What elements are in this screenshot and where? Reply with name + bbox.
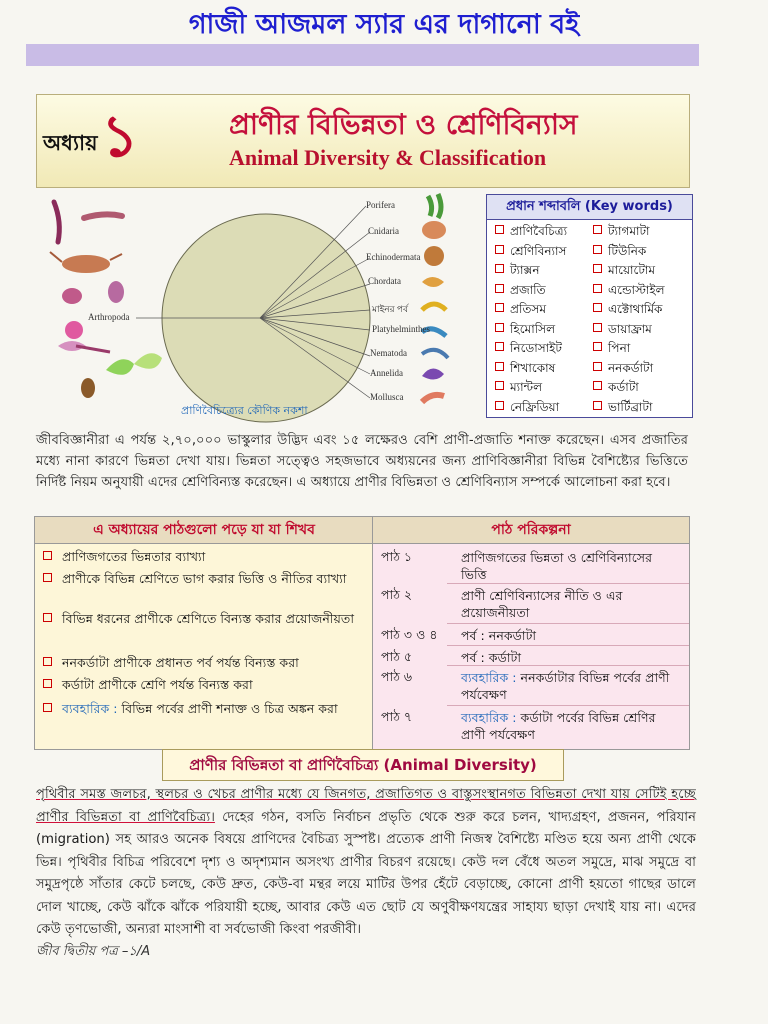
diversity-pie-figure: [36, 190, 484, 430]
checkbox-icon: [495, 323, 504, 332]
keyword-item: শ্রেণিবিন্যাস: [495, 243, 566, 263]
keyword-item: কর্ডাটা: [593, 379, 639, 399]
lesson-number: পাঠ ৭: [381, 709, 413, 724]
checkbox-icon: [43, 573, 52, 582]
checkbox-icon: [593, 245, 602, 254]
phylum-label: মাইনর পর্ব: [372, 304, 408, 314]
arthropoda-label: Arthropoda: [88, 312, 130, 322]
lesson-topic: ব্যবহারিক : ননকর্ডাটার বিভিন্ন পর্বের প্রাণী পর্যবেক্ষণ: [461, 670, 670, 702]
keyword-item: এন্ডোস্টাইল: [593, 282, 665, 302]
keyword-item: প্রতিসম: [495, 301, 546, 321]
phylum-label: Annelida: [370, 368, 403, 378]
checkbox-icon: [593, 342, 602, 351]
keyword-item: ভার্টিব্রাটা: [593, 399, 652, 419]
lesson-number: পাঠ ৩ ও ৪: [381, 627, 438, 642]
keyword-item: নেফ্রিডিয়া: [495, 399, 559, 419]
checkbox-icon: [593, 323, 602, 332]
chapter-title-english: Animal Diversity & Classification: [229, 145, 547, 170]
checkbox-icon: [593, 225, 602, 234]
chapter-number: ১: [101, 102, 139, 170]
checkbox-icon: [495, 225, 504, 234]
checkbox-icon: [495, 362, 504, 371]
figure-caption: প্রাণিবৈচিত্র্যের কৌণিক নকশা: [181, 404, 308, 417]
checkbox-icon: [495, 284, 504, 293]
row-divider: [447, 583, 689, 584]
lesson-topic: পর্ব : কর্ডাটা: [461, 650, 522, 665]
phylum-label: Echinodermata: [366, 252, 421, 262]
checkbox-icon: [593, 401, 602, 410]
checkbox-icon: [593, 284, 602, 293]
highlighted-definition: পৃথিবীর সমস্ত জলচর, স্থলচর ও খেচর প্রাণীর মধ্যে যে জিনগত, প্রজাতিগত ও বাস্তুসংস্থানগত বিভিন্নতা দেখা যায় সেটিই হচ্ছে প্রাণীর বিভিন্নতা বা প্রাণিবৈচিত্র্য।: [36, 787, 696, 825]
phylum-label: Porifera: [366, 200, 395, 210]
decorative-band: [26, 44, 699, 66]
arthropod-icons: [50, 202, 162, 398]
lesson-number: পাঠ ১: [381, 549, 413, 564]
checkbox-icon: [495, 381, 504, 390]
learning-outcomes-header: এ অধ্যায়ের পাঠগুলো পড়ে যা যা শিখব: [35, 517, 373, 544]
page-footer: জীব দ্বিতীয় পত্র –১/A: [36, 944, 151, 959]
phylum-label: Chordata: [368, 276, 401, 286]
keyword-item: ডায়াফ্রাম: [593, 321, 652, 341]
chapter-banner: [36, 94, 690, 188]
checkbox-icon: [495, 401, 504, 410]
learning-item: প্রাণিজগতের ভিন্নতার ব্যাখ্যা: [43, 547, 363, 566]
keyword-item: এক্টোথার্মিক: [593, 301, 662, 321]
learning-item: কর্ডাটা প্রাণীকে শ্রেণি পর্যন্ত বিন্যস্ত করা: [43, 675, 363, 694]
lesson-number: পাঠ ৬: [381, 669, 413, 684]
checkbox-icon: [593, 303, 602, 312]
lesson-topic: পর্ব : ননকর্ডাটা: [461, 628, 537, 643]
row-divider: [447, 665, 689, 666]
body-text: দেহের গঠন, বসতি নির্বাচন প্রভৃতি থেকে শুরু করে চলন, খাদ্যগ্রহণ, প্রজনন, পরিযান (migration) সহ আরও অনেক বিষয়ে প্রাণিদের বৈচিত্র্য সুস্পষ্ট। প্রত্যেক প্রাণী নিজস্ব বৈশিষ্ট্যে মণ্ডিত হয়ে অন্য প্রাণী থেকে ভিন্ন। পৃথিবীর বিচিত্র পরিবেশে দৃশ্য ও অদৃশ্যমান অসংখ্য প্রাণীর বিচরণ রয়েছে। কেউ দল বেঁধে অতল সমুদ্রে, মাঝ সমুদ্রে বা সমুদ্রপৃষ্ঠে সাঁতার কেটে চলছে, কেউ দ্রুত, কেউ-বা মন্থর লয়ে মাটির উপর হেঁটে বেড়াচ্ছে, কোনো প্রাণী হয়তো গাছের ডালে দোল খাচ্ছে, কেউ ঝাঁকে ঝাঁকে পরিযায়ী হচ্ছে, আবার কেউ এত ছোট যে অণুবীক্ষণযন্ত্রের সাহায্য ছাড়া দেখাই যায় না। এদের কেউ তৃণভোজী, অন্যরা মাংসাশী বা সর্বভোজী কিংবা পরজীবী।: [36, 809, 697, 937]
checkbox-icon: [593, 264, 602, 273]
keyword-item: নিডোসাইট: [495, 340, 562, 360]
keyword-item: টিউনিক: [593, 243, 646, 263]
keyword-item: ট্যাগমাটা: [593, 223, 650, 243]
keyword-item: মায়োটোম: [593, 262, 655, 282]
lesson-topic: প্রাণিজগতের ভিন্নতা ও শ্রেণিবিন্যাসের ভিত্তি: [461, 550, 653, 582]
keyword-item: হিমোসিল: [495, 321, 555, 341]
learning-outcomes-column: [34, 516, 374, 750]
intro-paragraph: জীববিজ্ঞানীরা এ পর্যন্ত ২,৭০,০০০ ভাস্কুলার উদ্ভিদ এবং ১৫ লক্ষেরও বেশি প্রাণী-প্রজাতি শনাক্ত করেছেন। এসব প্রজাতির মধ্যে নানা কারণে ভিন্নতা দেখা যায়। ভিন্নতা সত্ত্বেও সহজভাবে অধ্যয়নের জন্য প্রাণিবিজ্ঞানীরা বিভিন্ন বৈশিষ্ট্যের ভিত্তিতে নির্দিষ্ট নিয়ম অনুযায়ী এদের শ্রেণিবিন্যস্ত করেছেন। এ অধ্যায়ে প্রাণীর বিভিন্নতা ও শ্রেণিবিন্যাস সম্পর্কে আলোচনা করা হবে।: [36, 433, 688, 490]
checkbox-icon: [43, 551, 52, 560]
checkbox-icon: [43, 679, 52, 688]
learning-item: ননকর্ডাটা প্রাণীকে প্রধানত পর্ব পর্যন্ত বিন্যস্ত করা: [43, 653, 363, 672]
learning-item: বিভিন্ন ধরনের প্রাণীকে শ্রেণিতে বিন্যস্ত করার প্রয়োজনীয়তা: [43, 609, 363, 628]
page-top-heading: গাজী আজমল স্যার এর দাগানো বই: [188, 9, 580, 40]
checkbox-icon: [495, 264, 504, 273]
lesson-plan-header: পাঠ পরিকল্পনা: [373, 517, 689, 544]
checkbox-icon: [43, 613, 52, 622]
lesson-number: পাঠ ৫: [381, 649, 413, 664]
phylum-label: Platyhelminthes: [372, 324, 430, 334]
checkbox-icon: [593, 381, 602, 390]
phylum-label: Cnidaria: [368, 226, 399, 236]
row-divider: [447, 705, 689, 706]
keyword-item: প্রজাতি: [495, 282, 546, 302]
checkbox-icon: [495, 342, 504, 351]
keyword-item: প্রাণিবৈচিত্র্য: [495, 223, 567, 243]
lesson-number: পাঠ ২: [381, 587, 413, 602]
diversity-illustration: [36, 190, 484, 430]
learning-item-practical: ব্যবহারিক : বিভিন্ন পর্বের প্রাণী শনাক্ত ও চিত্র অঙ্কন করা: [43, 699, 363, 718]
body-paragraph: [36, 784, 696, 942]
phylum-icons: [422, 194, 448, 402]
checkbox-icon: [43, 657, 52, 666]
checkbox-icon: [495, 303, 504, 312]
lesson-topic: প্রাণী শ্রেণিবিন্যাসের নীতি ও এর প্রয়োজনীয়তা: [461, 588, 623, 620]
row-divider: [447, 645, 689, 646]
phylum-label: Mollusca: [370, 392, 404, 402]
chapter-word: অধ্যায়: [43, 131, 98, 155]
keyword-item: ম্যান্টল: [495, 379, 542, 399]
learning-item: প্রাণীকে বিভিন্ন শ্রেণিতে ভাগ করার ভিত্তি ও নীতির ব্যাখ্যা: [43, 569, 363, 588]
keyword-item: ট্যাক্সন: [495, 262, 539, 282]
keywords-title: প্রধান শব্দাবলি (Key words): [487, 195, 692, 220]
keyword-item: শিখাকোষ: [495, 360, 555, 380]
checkbox-icon: [593, 362, 602, 371]
lesson-plan-column: [372, 516, 690, 750]
chapter-title-bengali: প্রাণীর বিভিন্নতা ও শ্রেণিবিন্যাস: [229, 108, 578, 141]
checkbox-icon: [495, 245, 504, 254]
phylum-label: Nematoda: [370, 348, 407, 358]
lesson-overview-table: [34, 516, 688, 748]
keywords-box: [486, 194, 693, 418]
row-divider: [447, 623, 689, 624]
section-heading: প্রাণীর বিভিন্নতা বা প্রাণিবৈচিত্র্য (Animal Diversity): [162, 749, 564, 781]
keyword-item: ননকর্ডাটা: [593, 360, 653, 380]
checkbox-icon: [43, 703, 52, 712]
lesson-topic: ব্যবহারিক : কর্ডাটা পর্বের বিভিন্ন শ্রেণির প্রাণী পর্যবেক্ষণ: [461, 710, 656, 742]
keyword-item: পিনা: [593, 340, 630, 360]
